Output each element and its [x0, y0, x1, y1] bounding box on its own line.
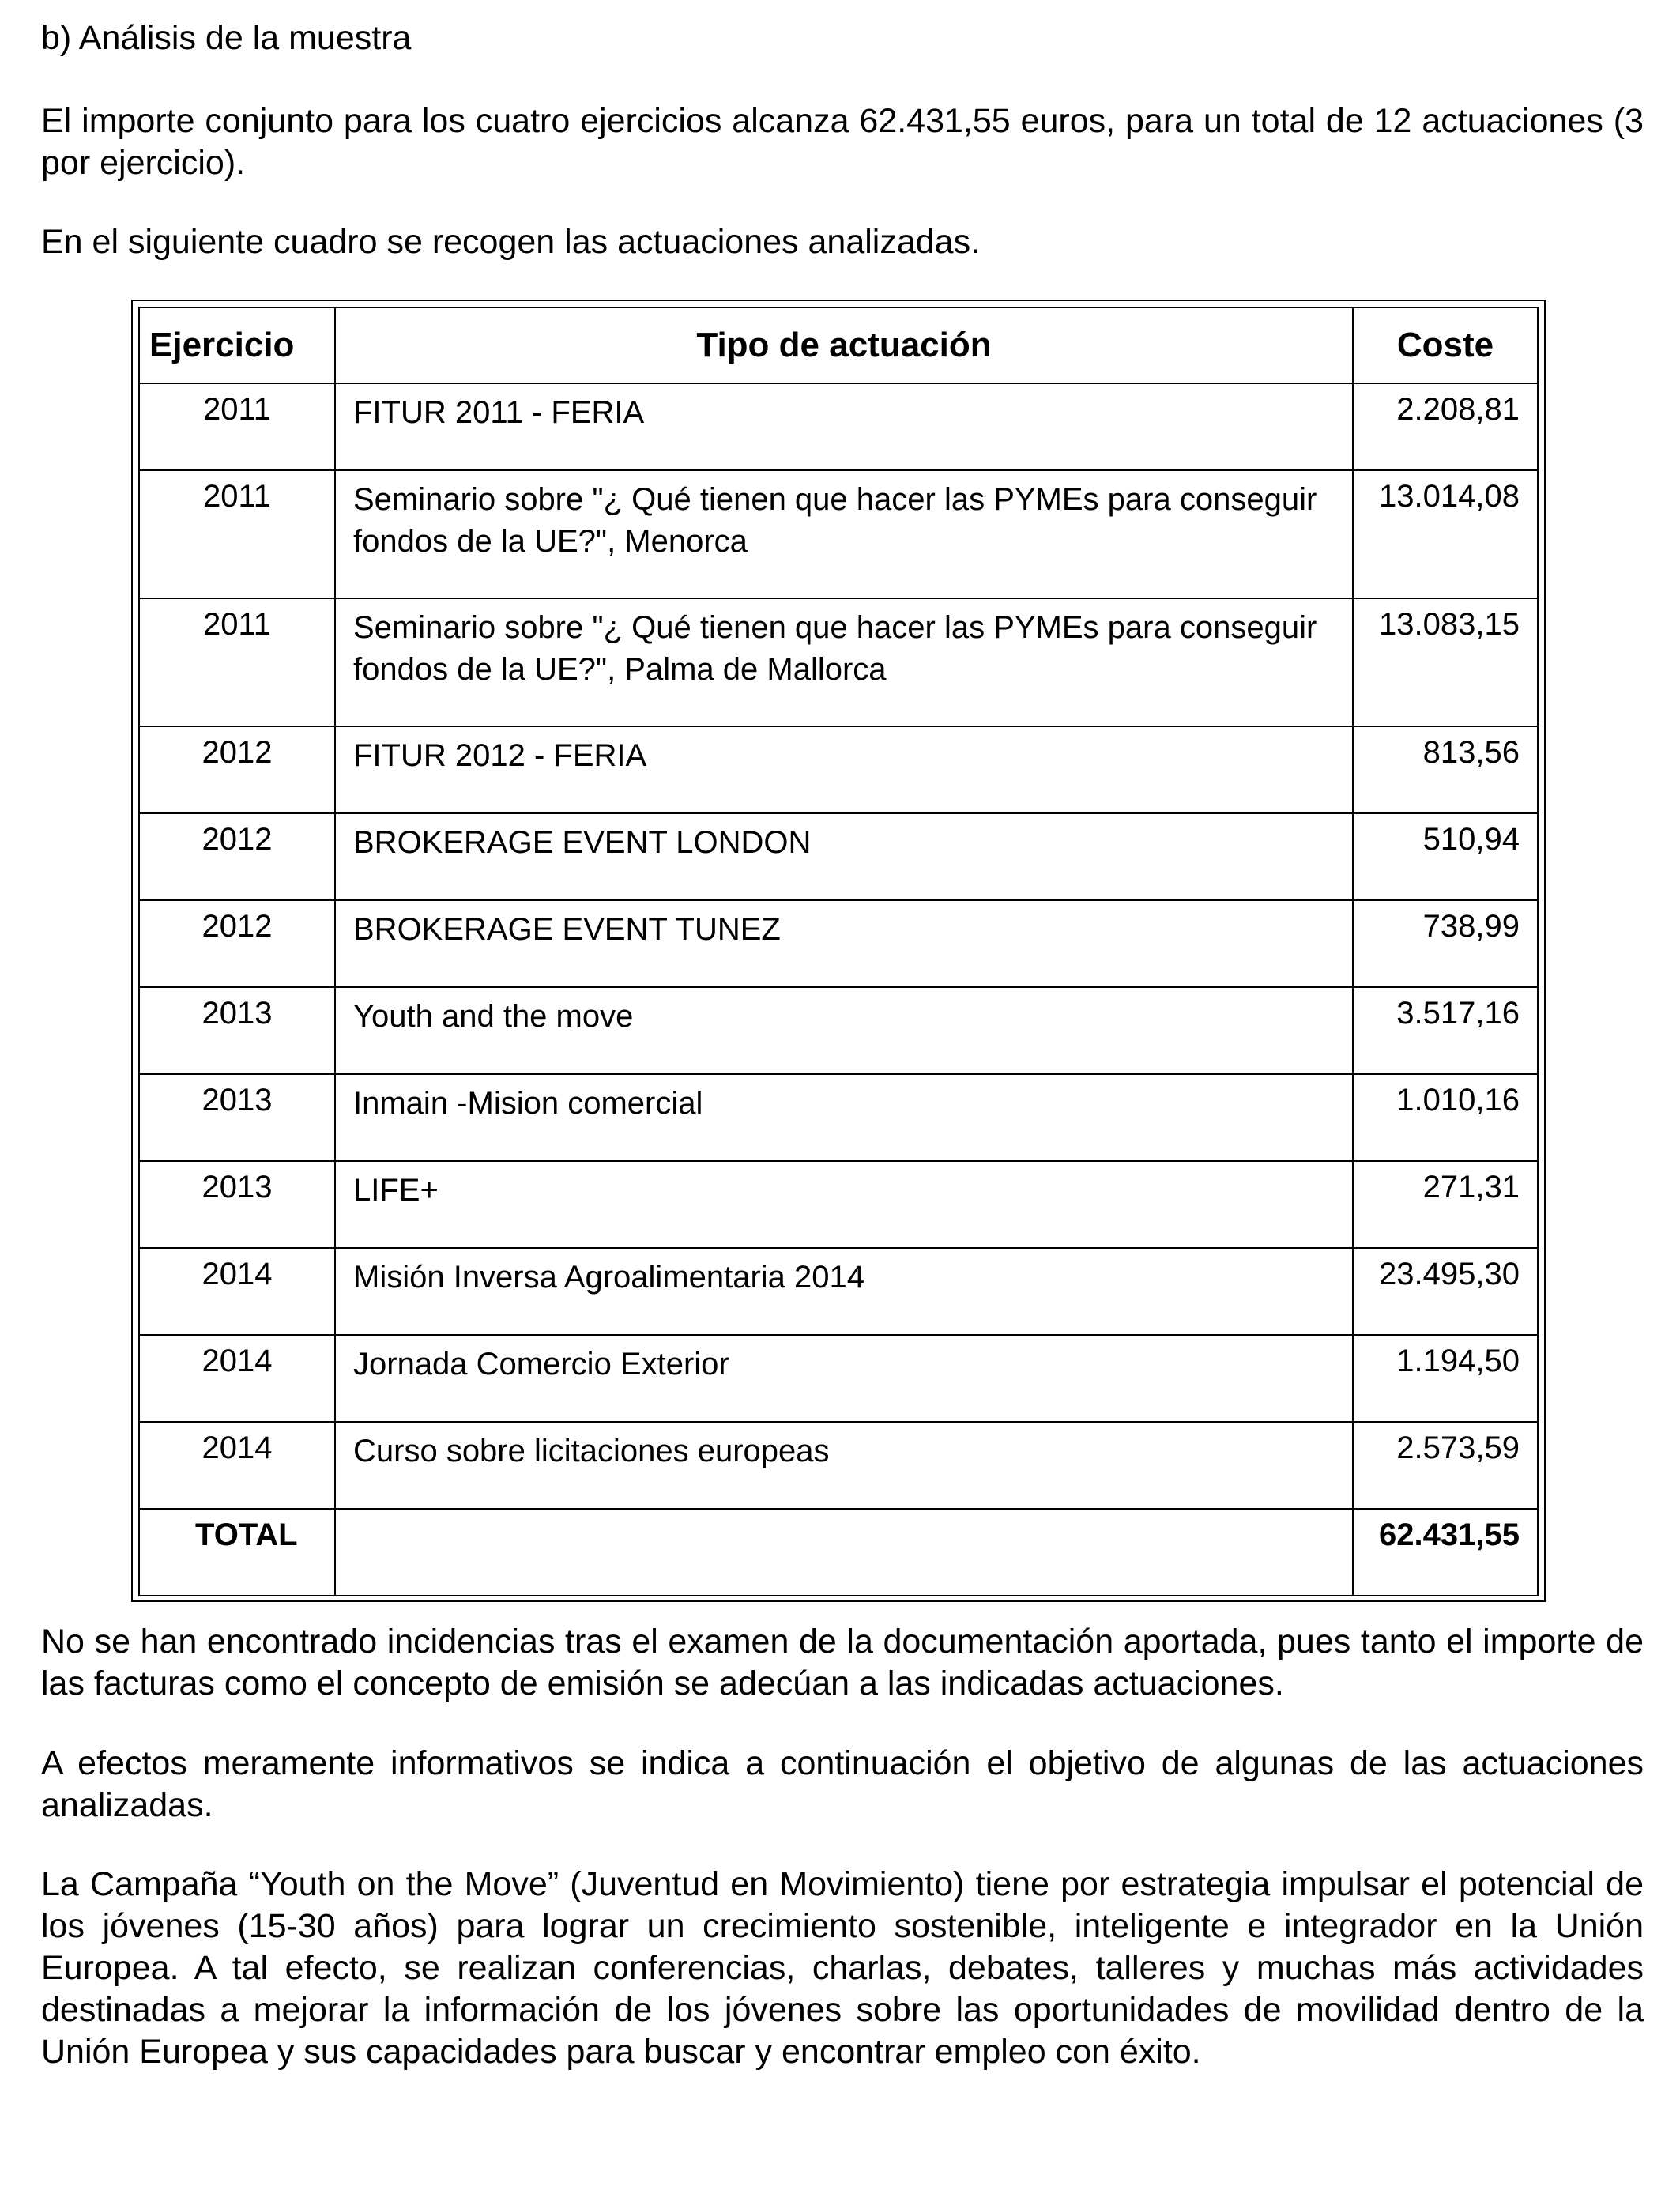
body-paragraph-3: La Campaña “Youth on the Move” (Juventud en Movimiento) tiene por estrategia impulsar el potencial de los jóvenes (15-30 años) para lograr un crecimiento sostenible, inteligente e integrador en la Unión Europea. A tal efecto, se realizan conferencias, charlas, debates, talleres y muchas más actividades destinadas a mejorar la información de los jóvenes sobre las oportunidades de movilidad dentro de la Unión Europea y sus capacidades para buscar y encontrar empleo con éxito.	[41, 1865, 1644, 2071]
actions-table	[138, 307, 1539, 1596]
cell-cost: 13.014,08	[1353, 470, 1538, 598]
header-ejercicio: Ejercicio	[139, 307, 335, 383]
cell-description: Jornada Comercio Exterior	[335, 1335, 1353, 1422]
table-header-row	[139, 307, 1538, 383]
table-row	[139, 470, 1538, 598]
cell-description: Seminario sobre "¿ Qué tienen que hacer las PYMEs para conseguir fondos de la UE?", Menorca	[335, 470, 1353, 598]
cell-year: 2011	[139, 598, 335, 726]
table-row	[139, 987, 1538, 1074]
cell-year: 2011	[139, 383, 335, 470]
table-row	[139, 1161, 1538, 1248]
total-description	[335, 1509, 1353, 1596]
cell-cost: 271,31	[1353, 1161, 1538, 1248]
table-row	[139, 1248, 1538, 1335]
cell-year: 2013	[139, 1074, 335, 1161]
table-row	[139, 1074, 1538, 1161]
table-row	[139, 1335, 1538, 1422]
cell-year: 2013	[139, 987, 335, 1074]
cell-year: 2014	[139, 1422, 335, 1509]
cell-description: Misión Inversa Agroalimentaria 2014	[335, 1248, 1353, 1335]
cell-year: 2012	[139, 813, 335, 900]
intro-paragraph-1: El importe conjunto para los cuatro ejercicios alcanza 62.431,55 euros, para un total de 12 actuaciones (3 por ejercicio).	[41, 102, 1644, 182]
cell-cost: 2.208,81	[1353, 383, 1538, 470]
cell-description: FITUR 2011 - FERIA	[335, 383, 1353, 470]
cell-year: 2012	[139, 726, 335, 813]
table-total-row	[139, 1509, 1538, 1596]
cell-description: LIFE+	[335, 1161, 1353, 1248]
header-coste: Coste	[1353, 307, 1538, 383]
cell-cost: 1.194,50	[1353, 1335, 1538, 1422]
table-row	[139, 726, 1538, 813]
cell-cost: 1.010,16	[1353, 1074, 1538, 1161]
table-row	[139, 1422, 1538, 1509]
cell-description: Youth and the move	[335, 987, 1353, 1074]
intro-paragraph-2: En el siguiente cuadro se recogen las actuaciones analizadas.	[41, 223, 981, 261]
cell-year: 2011	[139, 470, 335, 598]
cell-cost: 3.517,16	[1353, 987, 1538, 1074]
cell-year: 2014	[139, 1248, 335, 1335]
cell-year: 2013	[139, 1161, 335, 1248]
table-row	[139, 813, 1538, 900]
cell-cost: 23.495,30	[1353, 1248, 1538, 1335]
cell-cost: 510,94	[1353, 813, 1538, 900]
cell-year: 2014	[139, 1335, 335, 1422]
cell-cost: 2.573,59	[1353, 1422, 1538, 1509]
header-tipo-actuacion: Tipo de actuación	[335, 307, 1353, 383]
body-paragraph-2: A efectos meramente informativos se indica a continuación el objetivo de algunas de las actuaciones analizadas.	[41, 1744, 1644, 1824]
cell-description: BROKERAGE EVENT LONDON	[335, 813, 1353, 900]
cell-description: BROKERAGE EVENT TUNEZ	[335, 900, 1353, 987]
table-row	[139, 383, 1538, 470]
section-heading: b) Análisis de la muestra	[41, 19, 412, 57]
cell-description: FITUR 2012 - FERIA	[335, 726, 1353, 813]
total-label: TOTAL	[139, 1509, 335, 1596]
cell-cost: 738,99	[1353, 900, 1538, 987]
actions-table-frame	[131, 300, 1546, 1602]
cell-description: Inmain -Mision comercial	[335, 1074, 1353, 1161]
total-cost: 62.431,55	[1353, 1509, 1538, 1596]
body-paragraph-1: No se han encontrado incidencias tras el examen de la documentación aportada, pues tanto el importe de las facturas como el concepto de emisión se adecúan a las indicadas actuaciones.	[41, 1623, 1644, 1702]
cell-description: Curso sobre licitaciones europeas	[335, 1422, 1353, 1509]
table-row	[139, 598, 1538, 726]
cell-year: 2012	[139, 900, 335, 987]
table-row	[139, 900, 1538, 987]
cell-cost: 13.083,15	[1353, 598, 1538, 726]
cell-description: Seminario sobre "¿ Qué tienen que hacer las PYMEs para conseguir fondos de la UE?", Palma de Mallorca	[335, 598, 1353, 726]
cell-cost: 813,56	[1353, 726, 1538, 813]
